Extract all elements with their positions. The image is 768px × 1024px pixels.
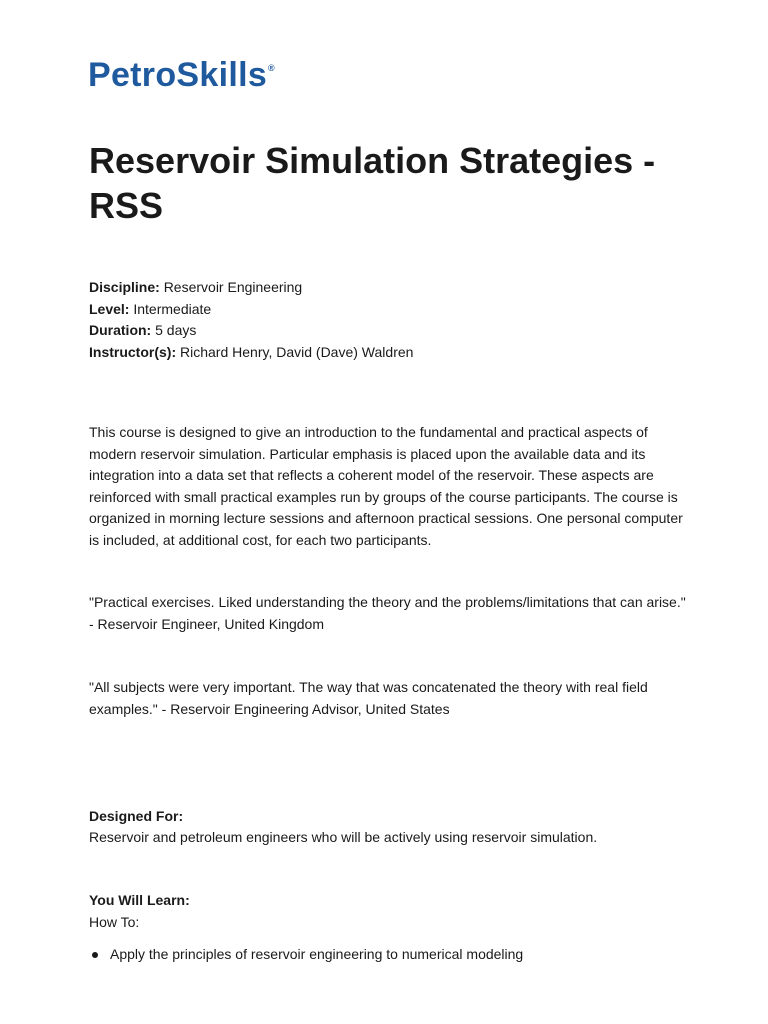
duration-row — [89, 320, 413, 342]
level-row — [89, 299, 413, 321]
course-meta — [89, 277, 413, 363]
level-value: Intermediate — [133, 300, 212, 317]
learning-list — [89, 944, 523, 966]
you-will-learn-intro: How To: — [89, 914, 140, 930]
discipline-label: Discipline: — [89, 279, 160, 295]
testimonial: "Practical exercises. Liked understanding the theory and the problems/limitations that can arise." - Reservoir Engineer, United Kingdom — [89, 594, 686, 632]
you-will-learn-heading: You Will Learn: — [89, 892, 190, 908]
registered-mark: ® — [268, 63, 275, 73]
level-label: Level: — [89, 300, 130, 317]
list-item — [89, 944, 523, 966]
designed-for-text: Reservoir and petroleum engineers who will be actively using reservoir simulation. — [89, 829, 598, 845]
instructors-row — [89, 342, 413, 364]
discipline-value: Reservoir Engineering — [163, 279, 303, 295]
petroskills-logo — [88, 58, 275, 92]
bullet-icon — [92, 952, 98, 958]
duration-label: Duration: — [89, 322, 152, 338]
instructors-label: Instructor(s): — [89, 343, 177, 360]
discipline-row — [89, 277, 413, 299]
duration-value: 5 days — [155, 322, 197, 338]
course-description: This course is designed to give an introduction to the fundamental and practical aspects of modern reservoir simulation. Particular emphasis is placed upon the available data and its integration into a data set that reflects a coherent model of the reservoir. These aspects are reinforced with small practical examples run by groups of the course participants. The course is organized in morning lecture sessions and afternoon practical sessions. One personal computer is included, at additional cost, for each two participants. — [89, 424, 683, 548]
designed-for-heading: Designed For: — [89, 808, 184, 824]
logo-text: PetroSkills — [88, 56, 268, 94]
instructors-value: Richard Henry, David (Dave) Waldren — [180, 343, 414, 360]
course-title: Reservoir Simulation Strategies - RSS — [89, 140, 656, 226]
testimonial: "All subjects were very important. The way that was concatenated the theory with real field examples." - Reservoir Engineering Advisor, United States — [89, 679, 648, 717]
list-item-text: Apply the principles of reservoir engineering to numerical modeling — [110, 946, 524, 962]
